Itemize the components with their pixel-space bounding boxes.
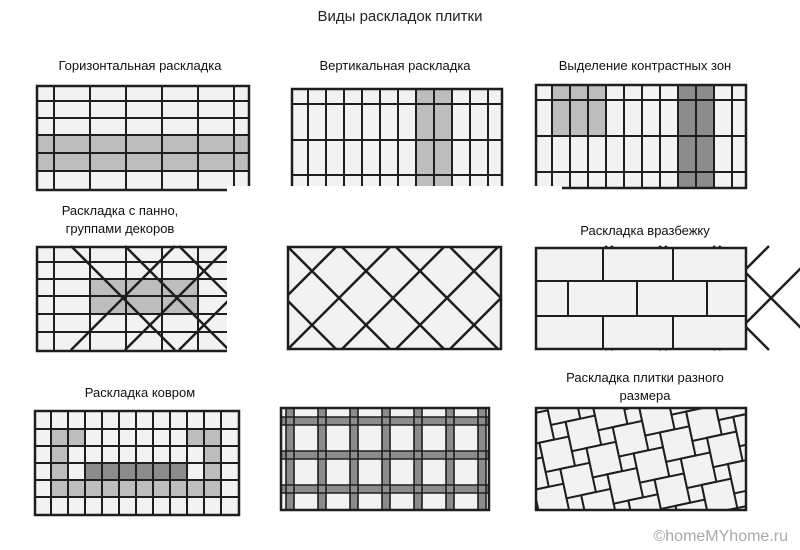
tile (552, 100, 570, 136)
tile (588, 172, 606, 188)
tile (696, 136, 714, 172)
tile (221, 463, 239, 480)
tile (102, 411, 119, 429)
tile (570, 172, 588, 188)
tile (153, 411, 170, 429)
tile (153, 497, 170, 515)
tile (162, 314, 198, 332)
tile (54, 171, 90, 190)
contrast-zones-diagram (535, 84, 747, 189)
tile (642, 172, 660, 188)
tile (552, 172, 570, 188)
tile (153, 429, 170, 446)
tile (714, 172, 732, 188)
tile (308, 89, 326, 104)
tile (678, 136, 696, 172)
tile (588, 100, 606, 136)
tile (642, 100, 660, 136)
tile (153, 463, 170, 480)
tile (221, 429, 239, 446)
tile (624, 100, 642, 136)
tile (606, 136, 624, 172)
mixed-size-layout-diagram (535, 407, 747, 511)
tile (234, 86, 249, 101)
tile (204, 480, 221, 497)
tile (344, 104, 362, 140)
tile (362, 140, 380, 175)
tile (170, 411, 187, 429)
tile (362, 89, 380, 104)
tile (732, 172, 746, 188)
tile (198, 135, 234, 153)
tile (416, 140, 434, 175)
tile (696, 172, 714, 188)
offset-layout-diagram (535, 247, 747, 350)
tile (198, 153, 234, 171)
horizontal-layout-diagram (36, 85, 250, 191)
tile (37, 314, 54, 332)
tile (292, 89, 308, 104)
tile (660, 136, 678, 172)
tile (35, 411, 51, 429)
tile (416, 89, 434, 104)
tile (68, 429, 85, 446)
tile (714, 85, 732, 100)
tile (637, 281, 707, 316)
large-tile (754, 437, 790, 473)
stripe (280, 451, 490, 459)
tile (119, 429, 136, 446)
tile (434, 89, 452, 104)
tile (90, 101, 126, 118)
tile (536, 172, 552, 188)
tile (187, 463, 204, 480)
tile (673, 316, 746, 349)
tile (536, 281, 568, 316)
tile (90, 86, 126, 101)
tile (536, 248, 603, 281)
tile (660, 100, 678, 136)
tile (85, 497, 102, 515)
tile (204, 463, 221, 480)
tile (398, 104, 416, 140)
tile (714, 136, 732, 172)
small-tile (597, 351, 615, 369)
tile (153, 446, 170, 463)
tile (187, 497, 204, 515)
tile (37, 171, 54, 190)
tile (37, 135, 54, 153)
tile (68, 497, 85, 515)
tile (37, 296, 54, 314)
tile (136, 411, 153, 429)
small-tile (513, 461, 531, 479)
tile (162, 171, 198, 190)
caption-panno-line2: группами декоров (65, 221, 175, 236)
tile (452, 89, 470, 104)
tile (126, 247, 162, 262)
carpet-layout-diagram (34, 410, 240, 516)
small-tile (754, 440, 772, 458)
tile (570, 136, 588, 172)
caption-mixed-line1: Раскладка плитки разного (566, 370, 724, 385)
tile (642, 85, 660, 100)
tile (126, 101, 162, 118)
tile (136, 480, 153, 497)
tile (126, 153, 162, 171)
tile (187, 429, 204, 446)
caption-carpet: Раскладка ковром (84, 385, 196, 400)
tile (153, 480, 170, 497)
watermark: ©homeMYhome.ru (653, 528, 788, 545)
tile (102, 480, 119, 497)
tile (434, 104, 452, 140)
tile (136, 446, 153, 463)
tile (102, 429, 119, 446)
tile (678, 172, 696, 188)
small-tile (529, 534, 547, 550)
tile (102, 463, 119, 480)
large-tile (482, 525, 518, 550)
small-tile (576, 539, 594, 550)
caption-offset: Раскладка вразбежку (580, 223, 710, 238)
tile (37, 153, 54, 171)
tile (308, 140, 326, 175)
tile (603, 248, 673, 281)
tile (126, 279, 162, 296)
tile (54, 279, 90, 296)
small-tile (786, 372, 800, 390)
tile (162, 296, 198, 314)
tile (90, 135, 126, 153)
tile (308, 104, 326, 140)
mask (227, 186, 562, 246)
tile (54, 314, 90, 332)
tile (35, 429, 51, 446)
caption-contrast: Выделение контрастных зон (558, 58, 732, 73)
tile (51, 446, 68, 463)
tile (35, 463, 51, 480)
diagonal-layout-diagram (287, 246, 502, 350)
tile (234, 153, 249, 171)
tile (37, 332, 54, 351)
tile (162, 153, 198, 171)
tile (660, 85, 678, 100)
mask (227, 350, 562, 410)
tile (732, 136, 746, 172)
tile (136, 463, 153, 480)
small-tile (482, 529, 500, 547)
tile (221, 411, 239, 429)
tile (126, 86, 162, 101)
tile (198, 118, 234, 135)
tile (536, 100, 552, 136)
tile (119, 446, 136, 463)
tile (221, 480, 239, 497)
tile (198, 101, 234, 118)
tile (732, 100, 746, 136)
tile (326, 140, 344, 175)
tile (673, 248, 746, 281)
tile (234, 135, 249, 153)
tile (54, 118, 90, 135)
tile (696, 100, 714, 136)
tile (35, 446, 51, 463)
tile (102, 497, 119, 515)
tile (470, 140, 488, 175)
tile (126, 171, 162, 190)
tile (126, 118, 162, 135)
tile (470, 104, 488, 140)
tile (536, 316, 603, 349)
tile (90, 314, 126, 332)
tile (170, 446, 187, 463)
tile (162, 118, 198, 135)
large-tile (455, 546, 491, 550)
tile (488, 104, 502, 140)
tile (162, 101, 198, 118)
tile (536, 136, 552, 172)
tile (606, 85, 624, 100)
tile (588, 85, 606, 100)
tile (624, 85, 642, 100)
page-title: Виды раскладок плитки (317, 8, 483, 25)
tile (714, 100, 732, 136)
tile (603, 316, 673, 349)
tile (35, 497, 51, 515)
tile (162, 135, 198, 153)
tile (54, 86, 90, 101)
tile (452, 140, 470, 175)
tile (170, 480, 187, 497)
small-tile (555, 513, 573, 531)
tile (54, 153, 90, 171)
tile (344, 89, 362, 104)
tile (37, 247, 54, 262)
small-tile (623, 545, 641, 550)
tile (51, 463, 68, 480)
tile (119, 480, 136, 497)
tile (51, 429, 68, 446)
small-tile (492, 434, 510, 452)
large-tile (435, 520, 471, 550)
tile (398, 89, 416, 104)
large-tile (733, 411, 769, 447)
tile (68, 480, 85, 497)
small-tile (749, 487, 767, 505)
tile (660, 172, 678, 188)
tile (398, 140, 416, 175)
tile (198, 86, 234, 101)
tile (552, 136, 570, 172)
tile (37, 86, 54, 101)
tile (90, 247, 126, 262)
tile (126, 135, 162, 153)
tile (85, 446, 102, 463)
tile (170, 429, 187, 446)
tile (570, 85, 588, 100)
tile (570, 100, 588, 136)
tile (606, 100, 624, 136)
tile (162, 262, 198, 279)
tile (606, 172, 624, 188)
tile (37, 101, 54, 118)
vertical-layout-diagram (291, 88, 503, 189)
tile (624, 136, 642, 172)
tile (234, 101, 249, 118)
tile (85, 411, 102, 429)
tile (37, 118, 54, 135)
tile (90, 118, 126, 135)
tile (221, 497, 239, 515)
tile (434, 140, 452, 175)
tile (68, 411, 85, 429)
tile (51, 480, 68, 497)
tile (642, 136, 660, 172)
tile (90, 153, 126, 171)
large-tile (602, 515, 638, 550)
stripe (280, 485, 490, 493)
tile (54, 101, 90, 118)
tile (51, 411, 68, 429)
small-tile (775, 466, 793, 484)
tile (170, 463, 187, 480)
tile (119, 463, 136, 480)
tile (136, 497, 153, 515)
tile (37, 279, 54, 296)
tile (119, 497, 136, 515)
tile (90, 332, 126, 351)
panno-layout-diagram (36, 246, 250, 352)
tile (54, 262, 90, 279)
small-tile (518, 413, 536, 431)
tile (678, 85, 696, 100)
tile (470, 89, 488, 104)
checkered-layout-diagram (280, 407, 490, 511)
large-tile (529, 531, 565, 550)
small-tile (602, 518, 620, 536)
tile (54, 135, 90, 153)
tile (488, 140, 502, 175)
large-tile (775, 463, 800, 499)
small-tile (508, 508, 526, 526)
tile (204, 411, 221, 429)
tile (732, 85, 746, 100)
tile (204, 446, 221, 463)
tile (292, 104, 308, 140)
tile (170, 497, 187, 515)
tile (54, 296, 90, 314)
tile (119, 411, 136, 429)
tile (552, 85, 570, 100)
tile (68, 463, 85, 480)
tile (187, 411, 204, 429)
tile (234, 118, 249, 135)
tile (344, 140, 362, 175)
tile (35, 480, 51, 497)
caption-vertical: Вертикальная раскладка (319, 58, 471, 73)
tile (162, 86, 198, 101)
caption-panno-line1: Раскладка с панно, (61, 203, 179, 218)
tile (452, 104, 470, 140)
large-tile (749, 484, 785, 520)
tile (488, 89, 502, 104)
tile (707, 281, 746, 316)
tile (221, 446, 239, 463)
tile (678, 100, 696, 136)
tile (326, 89, 344, 104)
tile (416, 104, 434, 140)
tile (126, 332, 162, 351)
tile (37, 262, 54, 279)
tile (102, 446, 119, 463)
tile (380, 104, 398, 140)
large-tile (576, 536, 612, 550)
tile (380, 89, 398, 104)
stripe (280, 417, 490, 425)
tile (136, 429, 153, 446)
tile (588, 136, 606, 172)
tile (380, 140, 398, 175)
tile (187, 480, 204, 497)
large-tile (555, 510, 591, 546)
tile (362, 104, 380, 140)
caption-horizontal: Горизонтальная раскладка (58, 58, 222, 73)
tile (292, 140, 308, 175)
caption-mixed-line2: размера (619, 388, 671, 403)
large-tile (780, 416, 800, 452)
tile (187, 446, 204, 463)
tile (204, 429, 221, 446)
tile (536, 85, 552, 100)
small-tile (780, 419, 798, 437)
tile (696, 85, 714, 100)
large-tile (492, 431, 528, 467)
tile (51, 497, 68, 515)
tile (568, 281, 637, 316)
large-tile (487, 478, 523, 514)
tile (90, 171, 126, 190)
tile (624, 172, 642, 188)
tile (85, 480, 102, 497)
tile (326, 104, 344, 140)
tile (85, 429, 102, 446)
tile (204, 497, 221, 515)
tile (68, 446, 85, 463)
tile (85, 463, 102, 480)
